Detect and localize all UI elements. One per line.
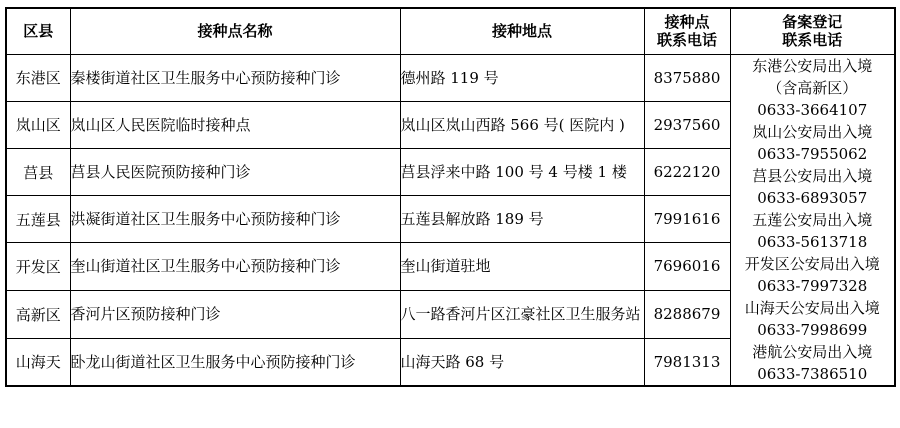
header-site-name: 接种点名称 [70, 8, 400, 54]
header-site-phone-line1: 接种点 [664, 13, 710, 32]
cell-address: 莒县浮来中路 100 号 4 号楼 1 楼 [400, 148, 644, 195]
cell-district: 五莲县 [6, 196, 70, 243]
registration-line: 0633-7955062 [757, 144, 868, 163]
cell-district: 山海天 [6, 338, 70, 385]
header-row [6, 8, 895, 54]
cell-district: 开发区 [6, 243, 70, 290]
cell-district: 高新区 [6, 290, 70, 338]
cell-address: 德州路 119 号 [400, 54, 644, 101]
registration-line: 山海天公安局出入境 [744, 298, 880, 317]
header-site-phone-line2: 联系电话 [656, 31, 717, 50]
header-registration-phone-line1: 备案登记 [782, 13, 843, 32]
header-registration-phone [730, 8, 895, 54]
header-location: 接种地点 [400, 8, 644, 54]
cell-address: 奎山街道驻地 [400, 243, 644, 290]
cell-site-name: 洪凝街道社区卫生服务中心预防接种门诊 [70, 196, 400, 243]
header-district: 区县 [6, 8, 70, 54]
table-row [6, 54, 895, 101]
cell-site-name: 莒县人民医院预防接种门诊 [70, 148, 400, 195]
cell-site-name: 岚山区人民医院临时接种点 [70, 101, 400, 148]
registration-line: 港航公安局出入境 [752, 342, 873, 361]
cell-phone: 8288679 [644, 290, 730, 338]
cell-site-name: 奎山街道社区卫生服务中心预防接种门诊 [70, 243, 400, 290]
cell-site-name: 香河片区预防接种门诊 [70, 290, 400, 338]
cell-phone: 7981313 [644, 338, 730, 385]
registration-line: 0633-3664107 [757, 100, 868, 119]
vaccination-sites-table [5, 7, 896, 387]
registration-line: 五莲公安局出入境 [752, 210, 873, 229]
registration-line: 开发区公安局出入境 [744, 254, 880, 273]
cell-phone: 2937560 [644, 101, 730, 148]
registration-line: 0633-7997328 [757, 276, 868, 295]
cell-phone: 8375880 [644, 54, 730, 101]
registration-line: 0633-7386510 [757, 364, 868, 383]
cell-site-name: 秦楼街道社区卫生服务中心预防接种门诊 [70, 54, 400, 101]
registration-line: 0633-6893057 [757, 188, 868, 207]
registration-line: 0633-5613718 [757, 232, 868, 251]
cell-district: 莒县 [6, 148, 70, 195]
cell-address: 山海天路 68 号 [400, 338, 644, 385]
cell-site-name: 卧龙山街道社区卫生服务中心预防接种门诊 [70, 338, 400, 385]
cell-district: 东港区 [6, 54, 70, 101]
registration-line: 东港公安局出入境 [752, 56, 873, 75]
registration-line: 0633-7998699 [757, 320, 868, 339]
cell-phone: 7991616 [644, 196, 730, 243]
cell-phone: 7696016 [644, 243, 730, 290]
registration-line: 岚山公安局出入境 [752, 122, 873, 141]
cell-address: 五莲县解放路 189 号 [400, 196, 644, 243]
cell-phone: 6222120 [644, 148, 730, 195]
registration-line: （含高新区） [767, 78, 858, 97]
cell-district: 岚山区 [6, 101, 70, 148]
cell-address: 八一路香河片区江豪社区卫生服务站 [400, 290, 644, 338]
header-site-phone [644, 8, 730, 54]
header-registration-phone-line2: 联系电话 [782, 31, 843, 50]
cell-address: 岚山区岚山西路 566 号( 医院内 ) [400, 101, 644, 148]
registration-line: 莒县公安局出入境 [752, 166, 873, 185]
cell-registration-phones [730, 54, 895, 386]
